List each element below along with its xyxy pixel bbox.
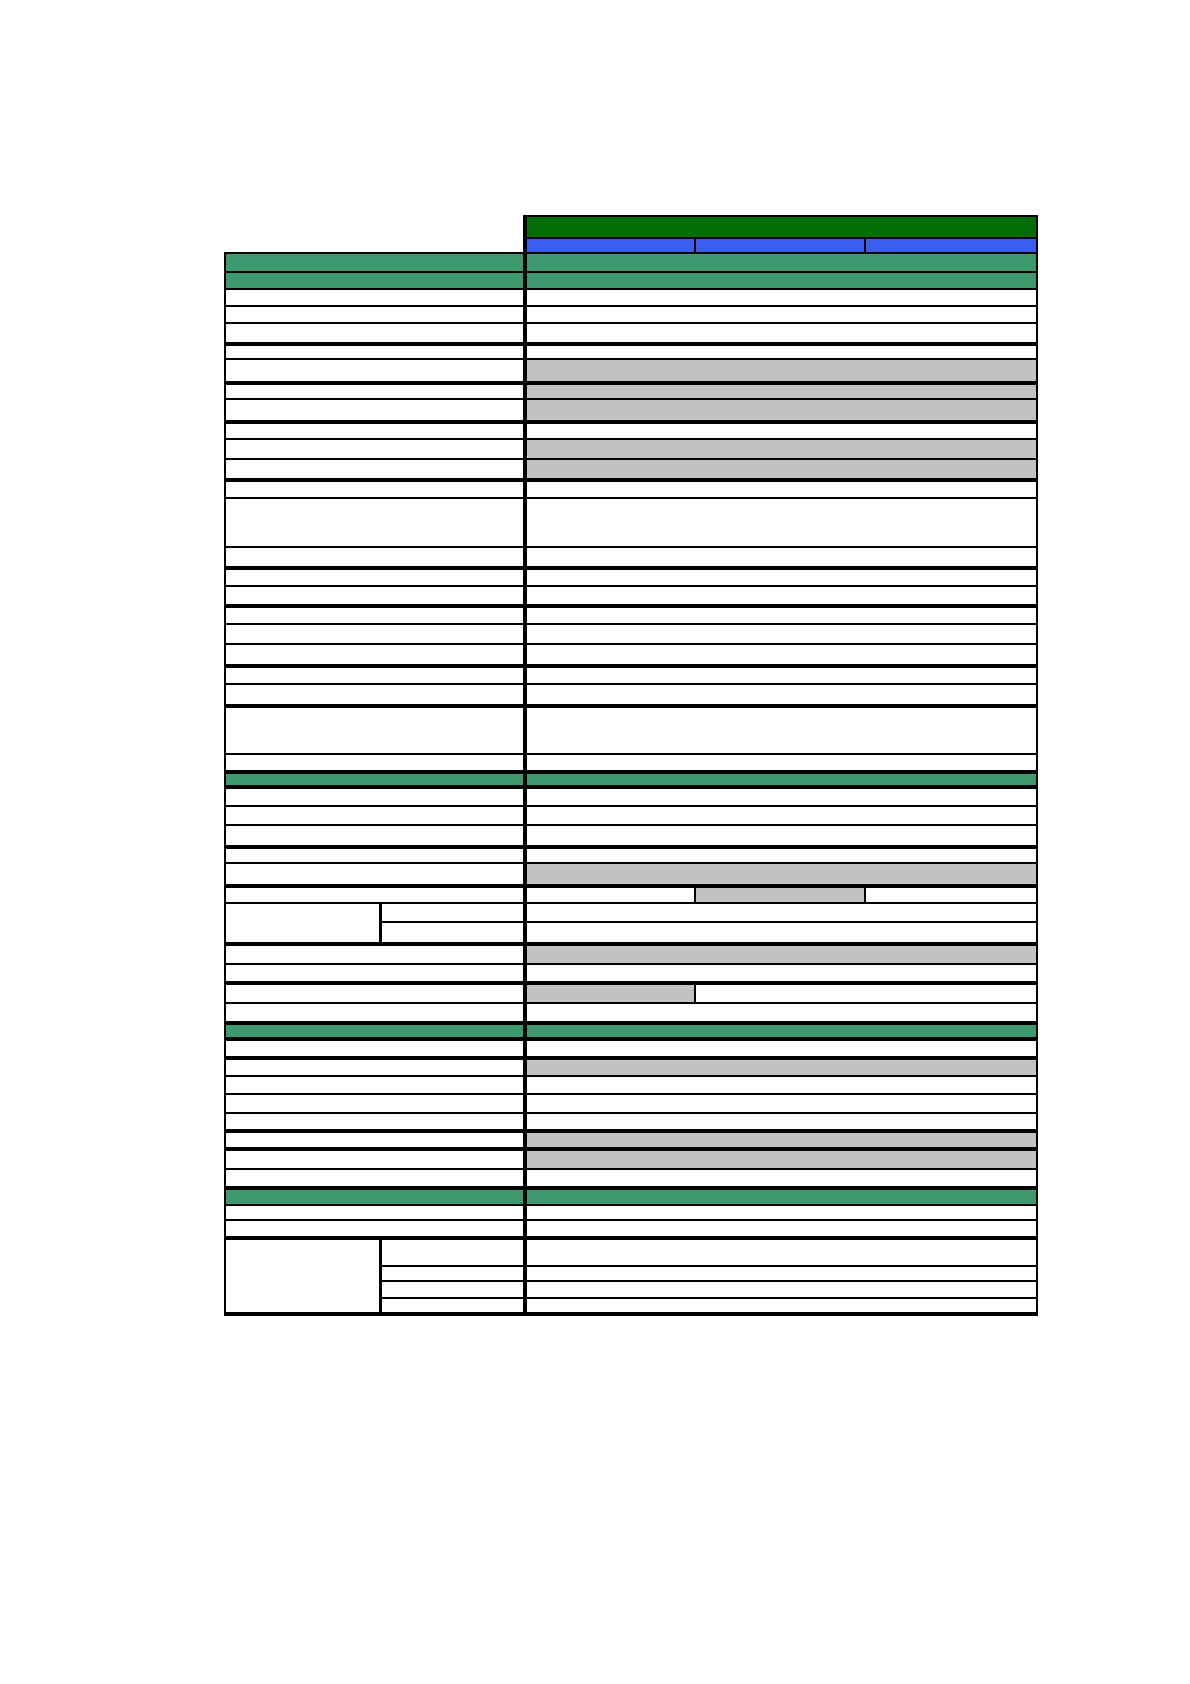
right-cell [525, 684, 1037, 706]
right-cell [525, 903, 1037, 922]
section-left-cell [225, 272, 525, 289]
data-row [225, 847, 1037, 863]
left-cell [225, 568, 525, 586]
data-row [225, 568, 1037, 586]
merged-left-cell [225, 903, 380, 944]
data-row [225, 1094, 1037, 1113]
right-cell [525, 289, 1037, 306]
sub-cell [380, 903, 525, 922]
data-row [225, 439, 1037, 459]
sub-cell [380, 922, 525, 944]
left-cell [225, 666, 525, 684]
right-cell [525, 586, 1037, 606]
left-cell [225, 964, 525, 983]
data-row [225, 606, 1037, 624]
right-cell [525, 480, 1037, 498]
left-cell [225, 1058, 525, 1076]
right-cell [525, 422, 1037, 439]
sub-cell [380, 1281, 525, 1298]
right-cell [525, 666, 1037, 684]
right-cell [525, 624, 1037, 644]
left-cell [225, 289, 525, 306]
section-right-cell [525, 1188, 1037, 1205]
left-cell [225, 344, 525, 359]
data-row [225, 306, 1037, 323]
data-row [225, 944, 1037, 964]
left-cell [225, 498, 525, 547]
right-cell [525, 323, 1037, 344]
section-left-cell [225, 253, 525, 272]
data-row [225, 344, 1037, 359]
section-left-cell [225, 1188, 525, 1205]
left-cell [225, 547, 525, 568]
left-cell [225, 944, 525, 964]
left-cell [225, 624, 525, 644]
data-row [225, 1058, 1037, 1076]
right-cell [525, 825, 1037, 847]
data-row [225, 863, 1037, 886]
left-cell [225, 1003, 525, 1023]
right-cell [525, 1003, 1037, 1023]
right-cell [525, 964, 1037, 983]
data-row [225, 1220, 1037, 1238]
header-bar [525, 216, 1037, 238]
left-cell [225, 1076, 525, 1094]
left-cell [225, 825, 525, 847]
right-cell [525, 568, 1037, 586]
left-cell [225, 422, 525, 439]
left-cell [225, 863, 525, 886]
right-cell [525, 606, 1037, 624]
data-row [225, 1039, 1037, 1058]
data-row [225, 480, 1037, 498]
left-cell [225, 706, 525, 754]
data-row [225, 323, 1037, 344]
left-cell [225, 383, 525, 399]
right-cell [525, 922, 1037, 944]
left-cell [225, 1220, 525, 1238]
data-row [225, 1076, 1037, 1094]
left-cell [225, 1169, 525, 1188]
header-bar-row [225, 216, 1037, 238]
gray-cell [695, 886, 865, 903]
section-row [225, 772, 1037, 787]
data-row [225, 903, 1037, 922]
left-cell [225, 1205, 525, 1220]
data-row [225, 787, 1037, 806]
gray-cell [525, 1131, 1037, 1149]
left-cell [225, 1131, 525, 1149]
right-cell [525, 1205, 1037, 1220]
spec-table [224, 215, 1038, 1316]
right-cell [525, 787, 1037, 806]
tall-row [225, 1238, 1037, 1266]
gray-cell [525, 863, 1037, 886]
data-row [225, 1131, 1037, 1149]
data-row [225, 1003, 1037, 1023]
left-cell [225, 586, 525, 606]
left-cell [225, 606, 525, 624]
left-cell [225, 806, 525, 825]
right-cell [525, 344, 1037, 359]
left-cell [225, 323, 525, 344]
gray-cell [525, 1149, 1037, 1169]
data-row [225, 383, 1037, 399]
right-cell [525, 1076, 1037, 1094]
right-cell [525, 498, 1037, 547]
left-cell [225, 306, 525, 323]
tall-row [225, 706, 1037, 754]
left-cell [225, 886, 525, 903]
left-cell [225, 1149, 525, 1169]
left-cell [225, 1094, 525, 1113]
data-row [225, 886, 1037, 903]
right-cell [525, 886, 695, 903]
left-cell [225, 847, 525, 863]
section-right-cell [525, 1023, 1037, 1039]
column-header-row [225, 238, 1037, 253]
right-cell [525, 1039, 1037, 1058]
right-cell [525, 644, 1037, 666]
right-cell [525, 306, 1037, 323]
data-row [225, 624, 1037, 644]
right-cell [525, 1298, 1037, 1314]
column-header-cell [695, 238, 865, 253]
column-header-cell [525, 238, 695, 253]
section-row [225, 1188, 1037, 1205]
sub-cell [380, 1298, 525, 1314]
column-header-cell [865, 238, 1037, 253]
gray-cell [525, 359, 1037, 383]
left-cell [225, 787, 525, 806]
data-row [225, 684, 1037, 706]
right-cell [525, 1281, 1037, 1298]
left-cell [225, 359, 525, 383]
data-row [225, 666, 1037, 684]
left-cell [225, 983, 525, 1003]
right-cell [525, 1169, 1037, 1188]
blank-area [225, 216, 525, 238]
sub-cell [380, 1266, 525, 1281]
right-cell [525, 847, 1037, 863]
merged-left-cell [225, 1238, 380, 1314]
data-row [225, 459, 1037, 480]
blank-area [225, 238, 525, 253]
data-row [225, 964, 1037, 983]
left-cell [225, 399, 525, 422]
right-cell [525, 1220, 1037, 1238]
sub-cell [380, 1238, 525, 1266]
right-cell [525, 706, 1037, 754]
data-row [225, 289, 1037, 306]
data-row [225, 399, 1037, 422]
left-cell [225, 480, 525, 498]
right-cell [525, 1238, 1037, 1266]
right-cell [525, 806, 1037, 825]
gray-cell [525, 383, 1037, 399]
gray-cell [525, 944, 1037, 964]
right-cell [525, 1113, 1037, 1131]
left-cell [225, 754, 525, 772]
data-row [225, 1113, 1037, 1131]
table-body [225, 216, 1037, 1314]
data-row [225, 1205, 1037, 1220]
right-cell [695, 983, 1037, 1003]
data-row [225, 586, 1037, 606]
section-right-cell [525, 772, 1037, 787]
right-cell [525, 754, 1037, 772]
data-row [225, 983, 1037, 1003]
right-cell [525, 547, 1037, 568]
right-cell [525, 1094, 1037, 1113]
section-right-cell [525, 272, 1037, 289]
section-row [225, 272, 1037, 289]
section-row [225, 1023, 1037, 1039]
right-cell [865, 886, 1037, 903]
gray-cell [525, 459, 1037, 480]
data-row [225, 547, 1037, 568]
data-row [225, 754, 1037, 772]
gray-cell [525, 439, 1037, 459]
gray-cell [525, 399, 1037, 422]
section-left-cell [225, 772, 525, 787]
section-left-cell [225, 1023, 525, 1039]
left-cell [225, 439, 525, 459]
section-right-cell [525, 253, 1037, 272]
right-cell [525, 1266, 1037, 1281]
tall-row [225, 498, 1037, 547]
data-row [225, 422, 1037, 439]
left-cell [225, 1039, 525, 1058]
data-row [225, 644, 1037, 666]
section-row [225, 253, 1037, 272]
left-cell [225, 684, 525, 706]
data-row [225, 825, 1037, 847]
left-cell [225, 1113, 525, 1131]
left-cell [225, 459, 525, 480]
gray-cell [525, 1058, 1037, 1076]
gray-cell [525, 983, 695, 1003]
left-cell [225, 644, 525, 666]
data-row [225, 806, 1037, 825]
data-row [225, 359, 1037, 383]
data-row [225, 1169, 1037, 1188]
data-row [225, 1149, 1037, 1169]
